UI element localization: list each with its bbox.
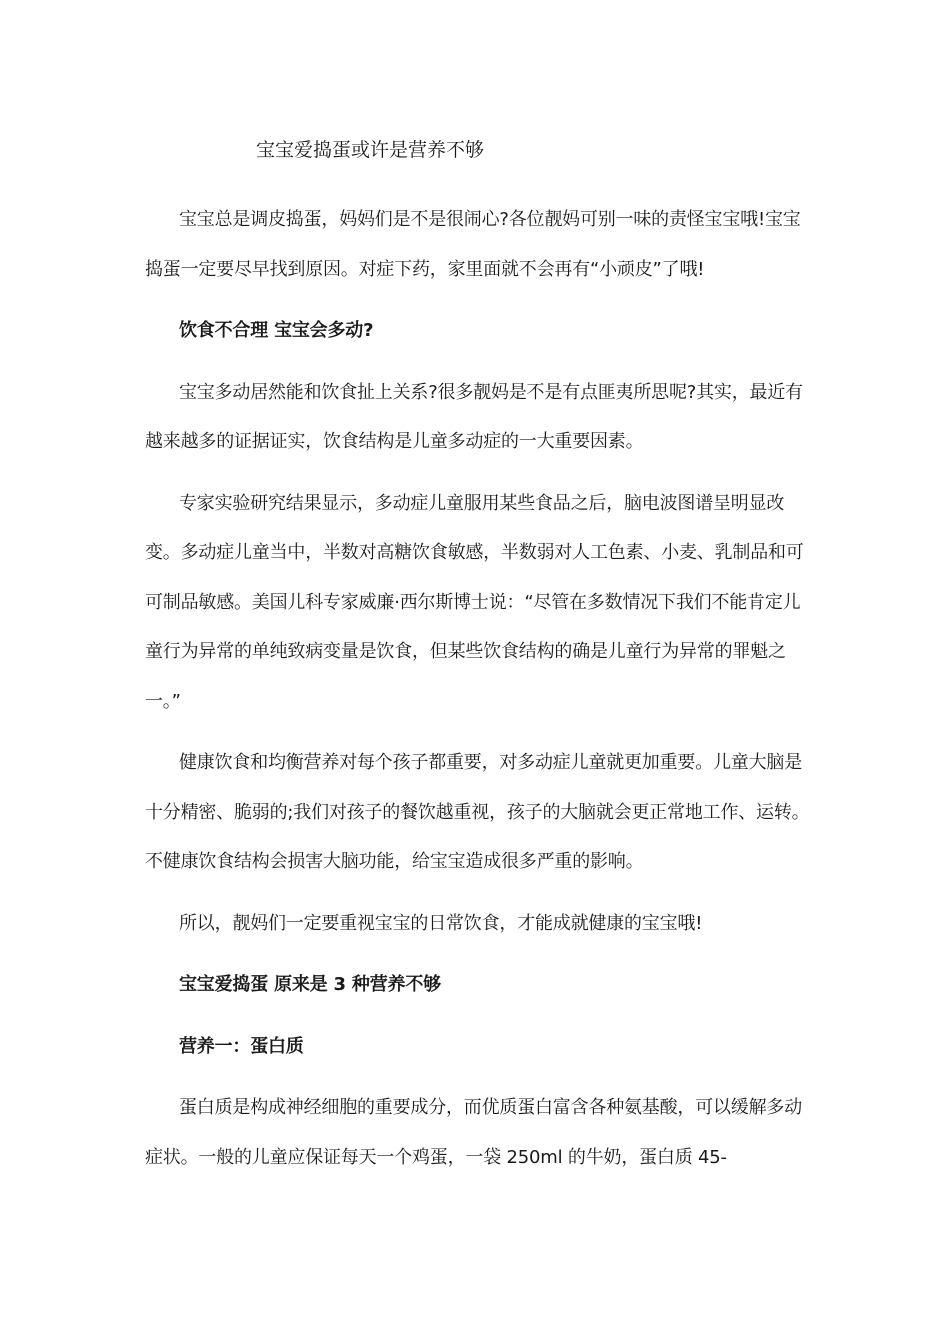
body-paragraph: 健康饮食和均衡营养对每个孩子都重要，对多动症儿童就更加重要。儿童大脑是十分精密、脆弱的;我们对孩子的餐饮越重视，孩子的大脑就会更正常地工作、运转。不健康饮食结构会损害大脑功能，给宝宝造成很多严重的影响。 xyxy=(145,752,810,872)
subheading-protein: 营养一：蛋白质 xyxy=(179,1035,304,1057)
body-paragraph: 专家实验研究结果显示，多动症儿童服用某些食品之后，脑电波图谱呈明显改变。多动症儿童当中，半数对高糖饮食敏感，半数弱对人工色素、小麦、乳制品和可可制品敏感。美国儿科专家威廉·西尔斯博士说：“尽管在多数情况下我们不能肯定儿童行为异常的单纯致病变量是饮食，但某些饮食结构的确是儿童行为异常的罪魁之一。” xyxy=(145,492,804,712)
section-heading-nutrition: 宝宝爱捣蛋 原来是 3 种营养不够 xyxy=(179,974,441,995)
body-paragraph: 蛋白质是构成神经细胞的重要成分，而优质蛋白富含各种氨基酸，可以缓解多动症状。一般的儿童应保证每天一个鸡蛋，一袋 250ml 的牛奶，蛋白质 45- xyxy=(145,1097,802,1168)
section-heading-diet: 饮食不合理 宝宝会多动? xyxy=(179,320,374,341)
intro-paragraph: 宝宝总是调皮捣蛋，妈妈们是不是很闹心?各位靓妈可别一味的责怪宝宝哦!宝宝捣蛋一定要尽早找到原因。对症下药，家里面就不会再有“小顽皮”了哦! xyxy=(145,209,801,280)
body-paragraph: 宝宝多动居然能和饮食扯上关系?很多靓妈是不是有点匪夷所思呢?其实，最近有越来越多的证据证实，饮食结构是儿童多动症的一大重要因素。 xyxy=(145,381,803,452)
document-body xyxy=(145,195,817,1194)
body-paragraph: 所以，靓妈们一定要重视宝宝的日常饮食，才能成就健康的宝宝哦! xyxy=(179,912,703,934)
document-title: 宝宝爱捣蛋或许是营养不够 xyxy=(256,139,485,161)
